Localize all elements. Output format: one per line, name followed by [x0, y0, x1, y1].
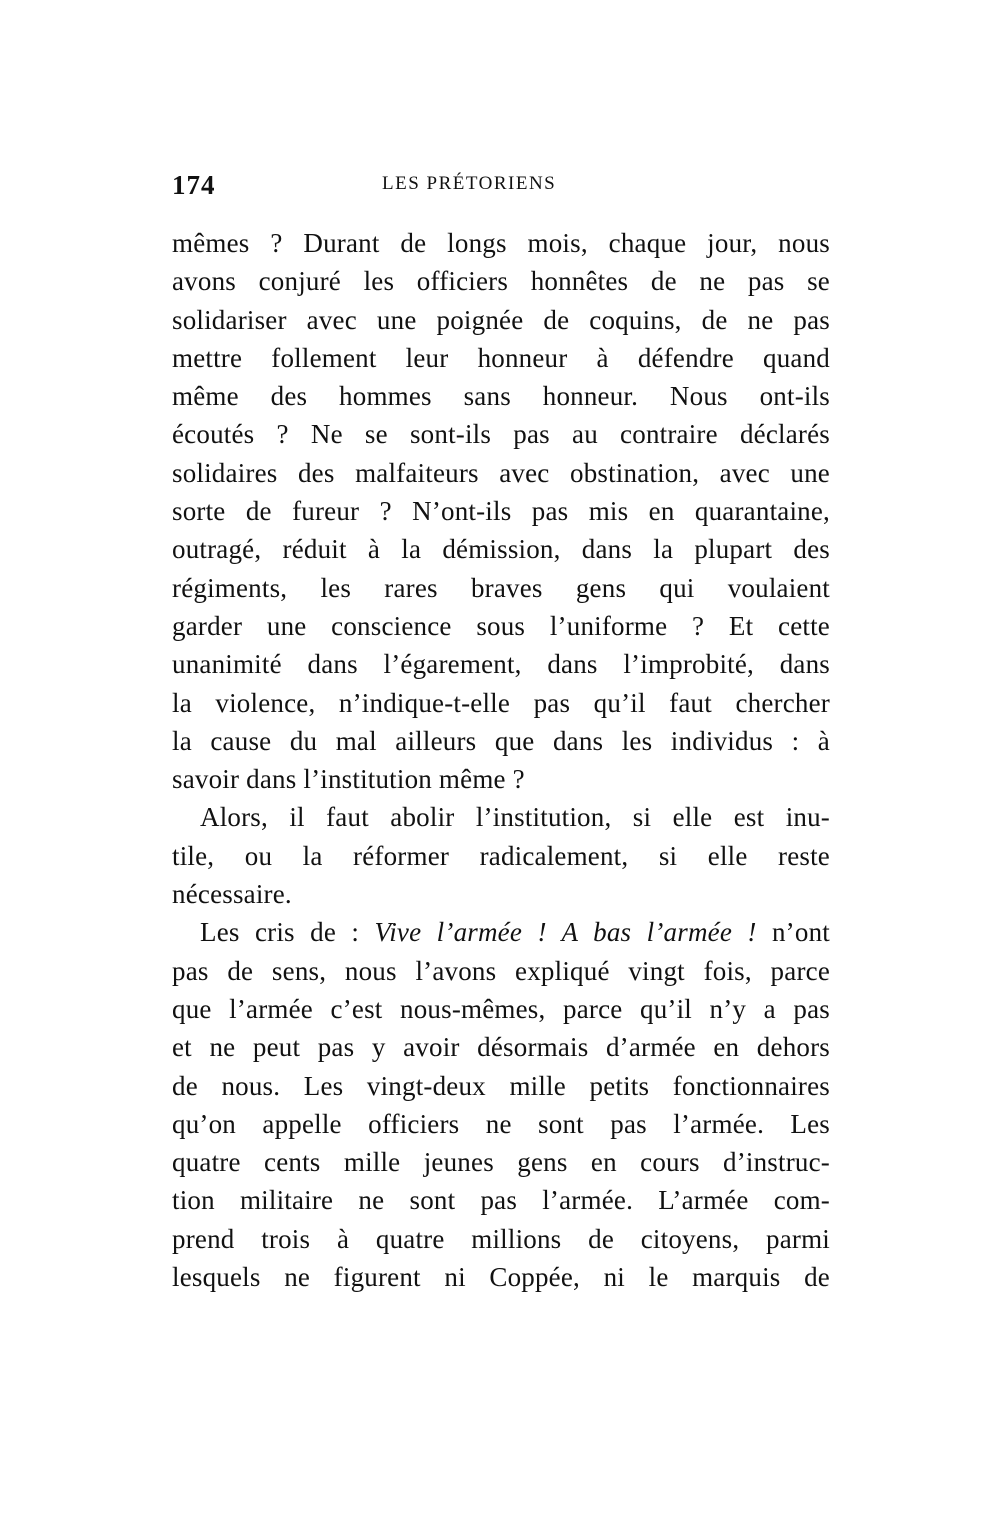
- italic-fragment: A bas l’armée !: [561, 917, 757, 948]
- text-line: la violence, n’indique-t-elle pas qu’il faut chercher: [172, 687, 830, 718]
- running-title: LES PRÉTORIENS: [382, 173, 557, 194]
- text-line-mixed: [172, 913, 830, 951]
- text-line: Alors, il faut abolir l’institution, si elle est inu-: [200, 802, 830, 833]
- text-line: unanimité dans l’égarement, dans l’improbité, dans: [172, 649, 830, 680]
- text-line: garder une conscience sous l’uniforme ? Et cette: [172, 610, 830, 641]
- text-line: de nous. Les vingt-deux mille petits fonctionnaires: [172, 1070, 830, 1101]
- text-line: tile, ou la réformer radicalement, si elle reste: [172, 840, 830, 871]
- text-fragment: n’ont: [756, 917, 830, 948]
- text-line: savoir dans l’institution même ?: [172, 764, 525, 795]
- running-head: [172, 170, 830, 200]
- text-line: et ne peut pas y avoir désormais d’armée en dehors: [172, 1032, 830, 1063]
- text-line: prend trois à quatre millions de citoyens, parmi: [172, 1223, 830, 1254]
- text-line: solidaires des malfaiteurs avec obstination, avec une: [172, 457, 830, 488]
- text-line: que l’armée c’est nous-mêmes, parce qu’il n’y a pas: [172, 993, 830, 1024]
- text-line: même des hommes sans honneur. Nous ont-ils: [172, 381, 830, 412]
- text-line: pas de sens, nous l’avons expliqué vingt fois, parce: [172, 955, 830, 986]
- text-line: nécessaire.: [172, 879, 292, 910]
- text-line: solidariser avec une poignée de coquins, de ne pas: [172, 304, 830, 335]
- text-line: lesquels ne figurent ni Coppée, ni le marquis de: [172, 1262, 830, 1293]
- text-line: écoutés ? Ne se sont-ils pas au contraire déclarés: [172, 419, 830, 450]
- text-line: régiments, les rares braves gens qui voulaient: [172, 572, 830, 603]
- text-line: mettre follement leur honneur à défendre quand: [172, 342, 830, 373]
- text-line: sorte de fureur ? N’ont-ils pas mis en quarantaine,: [172, 496, 830, 527]
- text-line: quatre cents mille jeunes gens en cours d’instruc-: [172, 1147, 830, 1178]
- text-line: tion militaire ne sont pas l’armée. L’armée com-: [172, 1185, 830, 1216]
- body-text: [172, 224, 830, 1296]
- text-line: mêmes ? Durant de longs mois, chaque jour, nous: [172, 228, 830, 258]
- text-fragment: Les cris de :: [200, 917, 375, 948]
- text-line: qu’on appelle officiers ne sont pas l’armée. Les: [172, 1108, 830, 1139]
- text-line: outragé, réduit à la démission, dans la plupart des: [172, 534, 830, 565]
- text-line: la cause du mal ailleurs que dans les individus : à: [172, 725, 830, 756]
- text-line: avons conjuré les officiers honnêtes de ne pas se: [172, 266, 830, 297]
- page-number: 174: [172, 170, 216, 200]
- italic-fragment: Vive l’armée !: [374, 917, 562, 948]
